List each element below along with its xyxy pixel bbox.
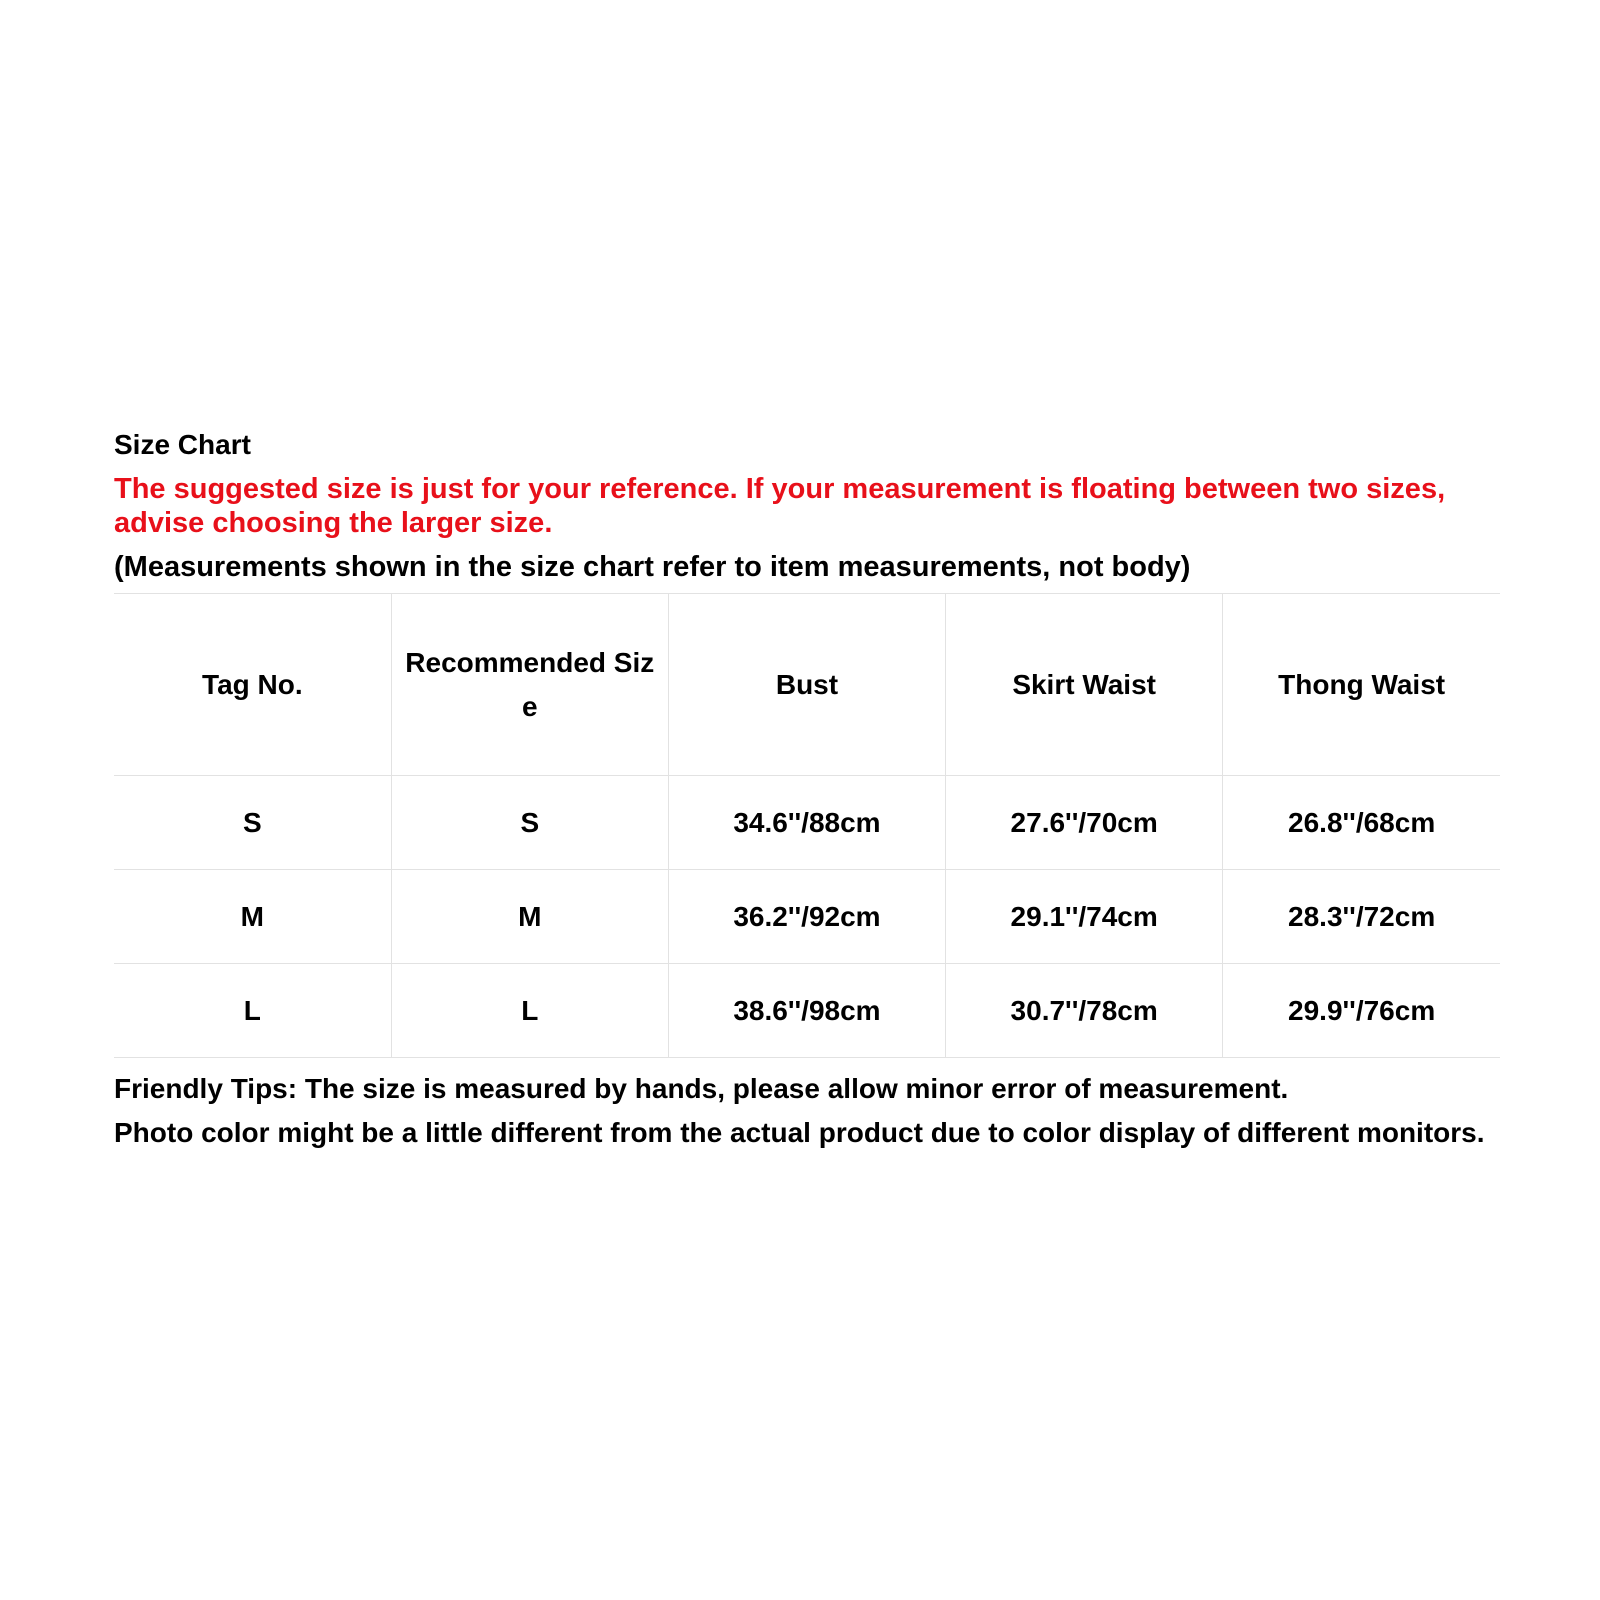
cell-skirt-waist: 30.7''/78cm [946,964,1223,1058]
cell-thong-waist: 26.8''/68cm [1223,776,1500,870]
table-row [114,776,1500,870]
cell-bust: 36.2''/92cm [668,870,945,964]
cell-thong-waist: 29.9''/76cm [1223,964,1500,1058]
cell-tag-no: S [114,776,391,870]
photo-color-tip: Photo color might be a little different from the actual product due to color display of different monitors. [114,1117,1485,1148]
cell-tag-no: L [114,964,391,1058]
cell-skirt-waist: 27.6''/70cm [946,776,1223,870]
table-row [114,964,1500,1058]
cell-recommended-size: S [391,776,668,870]
friendly-tips: Friendly Tips: The size is measured by hands, please allow minor error of measurement. [114,1073,1289,1104]
size-suggestion-notice: The suggested size is just for your reference. If your measurement is floating between two sizes, advise choosing the larger size. [114,473,1446,539]
size-chart-section [114,428,1500,1150]
cell-recommended-size: L [391,964,668,1058]
cell-skirt-waist: 29.1''/74cm [946,870,1223,964]
size-chart-title: Size Chart [114,429,251,460]
table-row [114,870,1500,964]
cell-bust: 34.6''/88cm [668,776,945,870]
measurement-note: (Measurements shown in the size chart refer to item measurements, not body) [114,551,1191,583]
cell-tag-no: M [114,870,391,964]
header-bust: Bust [668,594,945,776]
table-header-row [114,594,1500,776]
cell-bust: 38.6''/98cm [668,964,945,1058]
cell-recommended-size: M [391,870,668,964]
header-thong-waist: Thong Waist [1223,594,1500,776]
size-table [114,593,1500,1058]
header-skirt-waist: Skirt Waist [946,594,1223,776]
header-tag-no: Tag No. [114,594,391,776]
cell-thong-waist: 28.3''/72cm [1223,870,1500,964]
header-recommended-size: Recommended Size [391,594,668,776]
